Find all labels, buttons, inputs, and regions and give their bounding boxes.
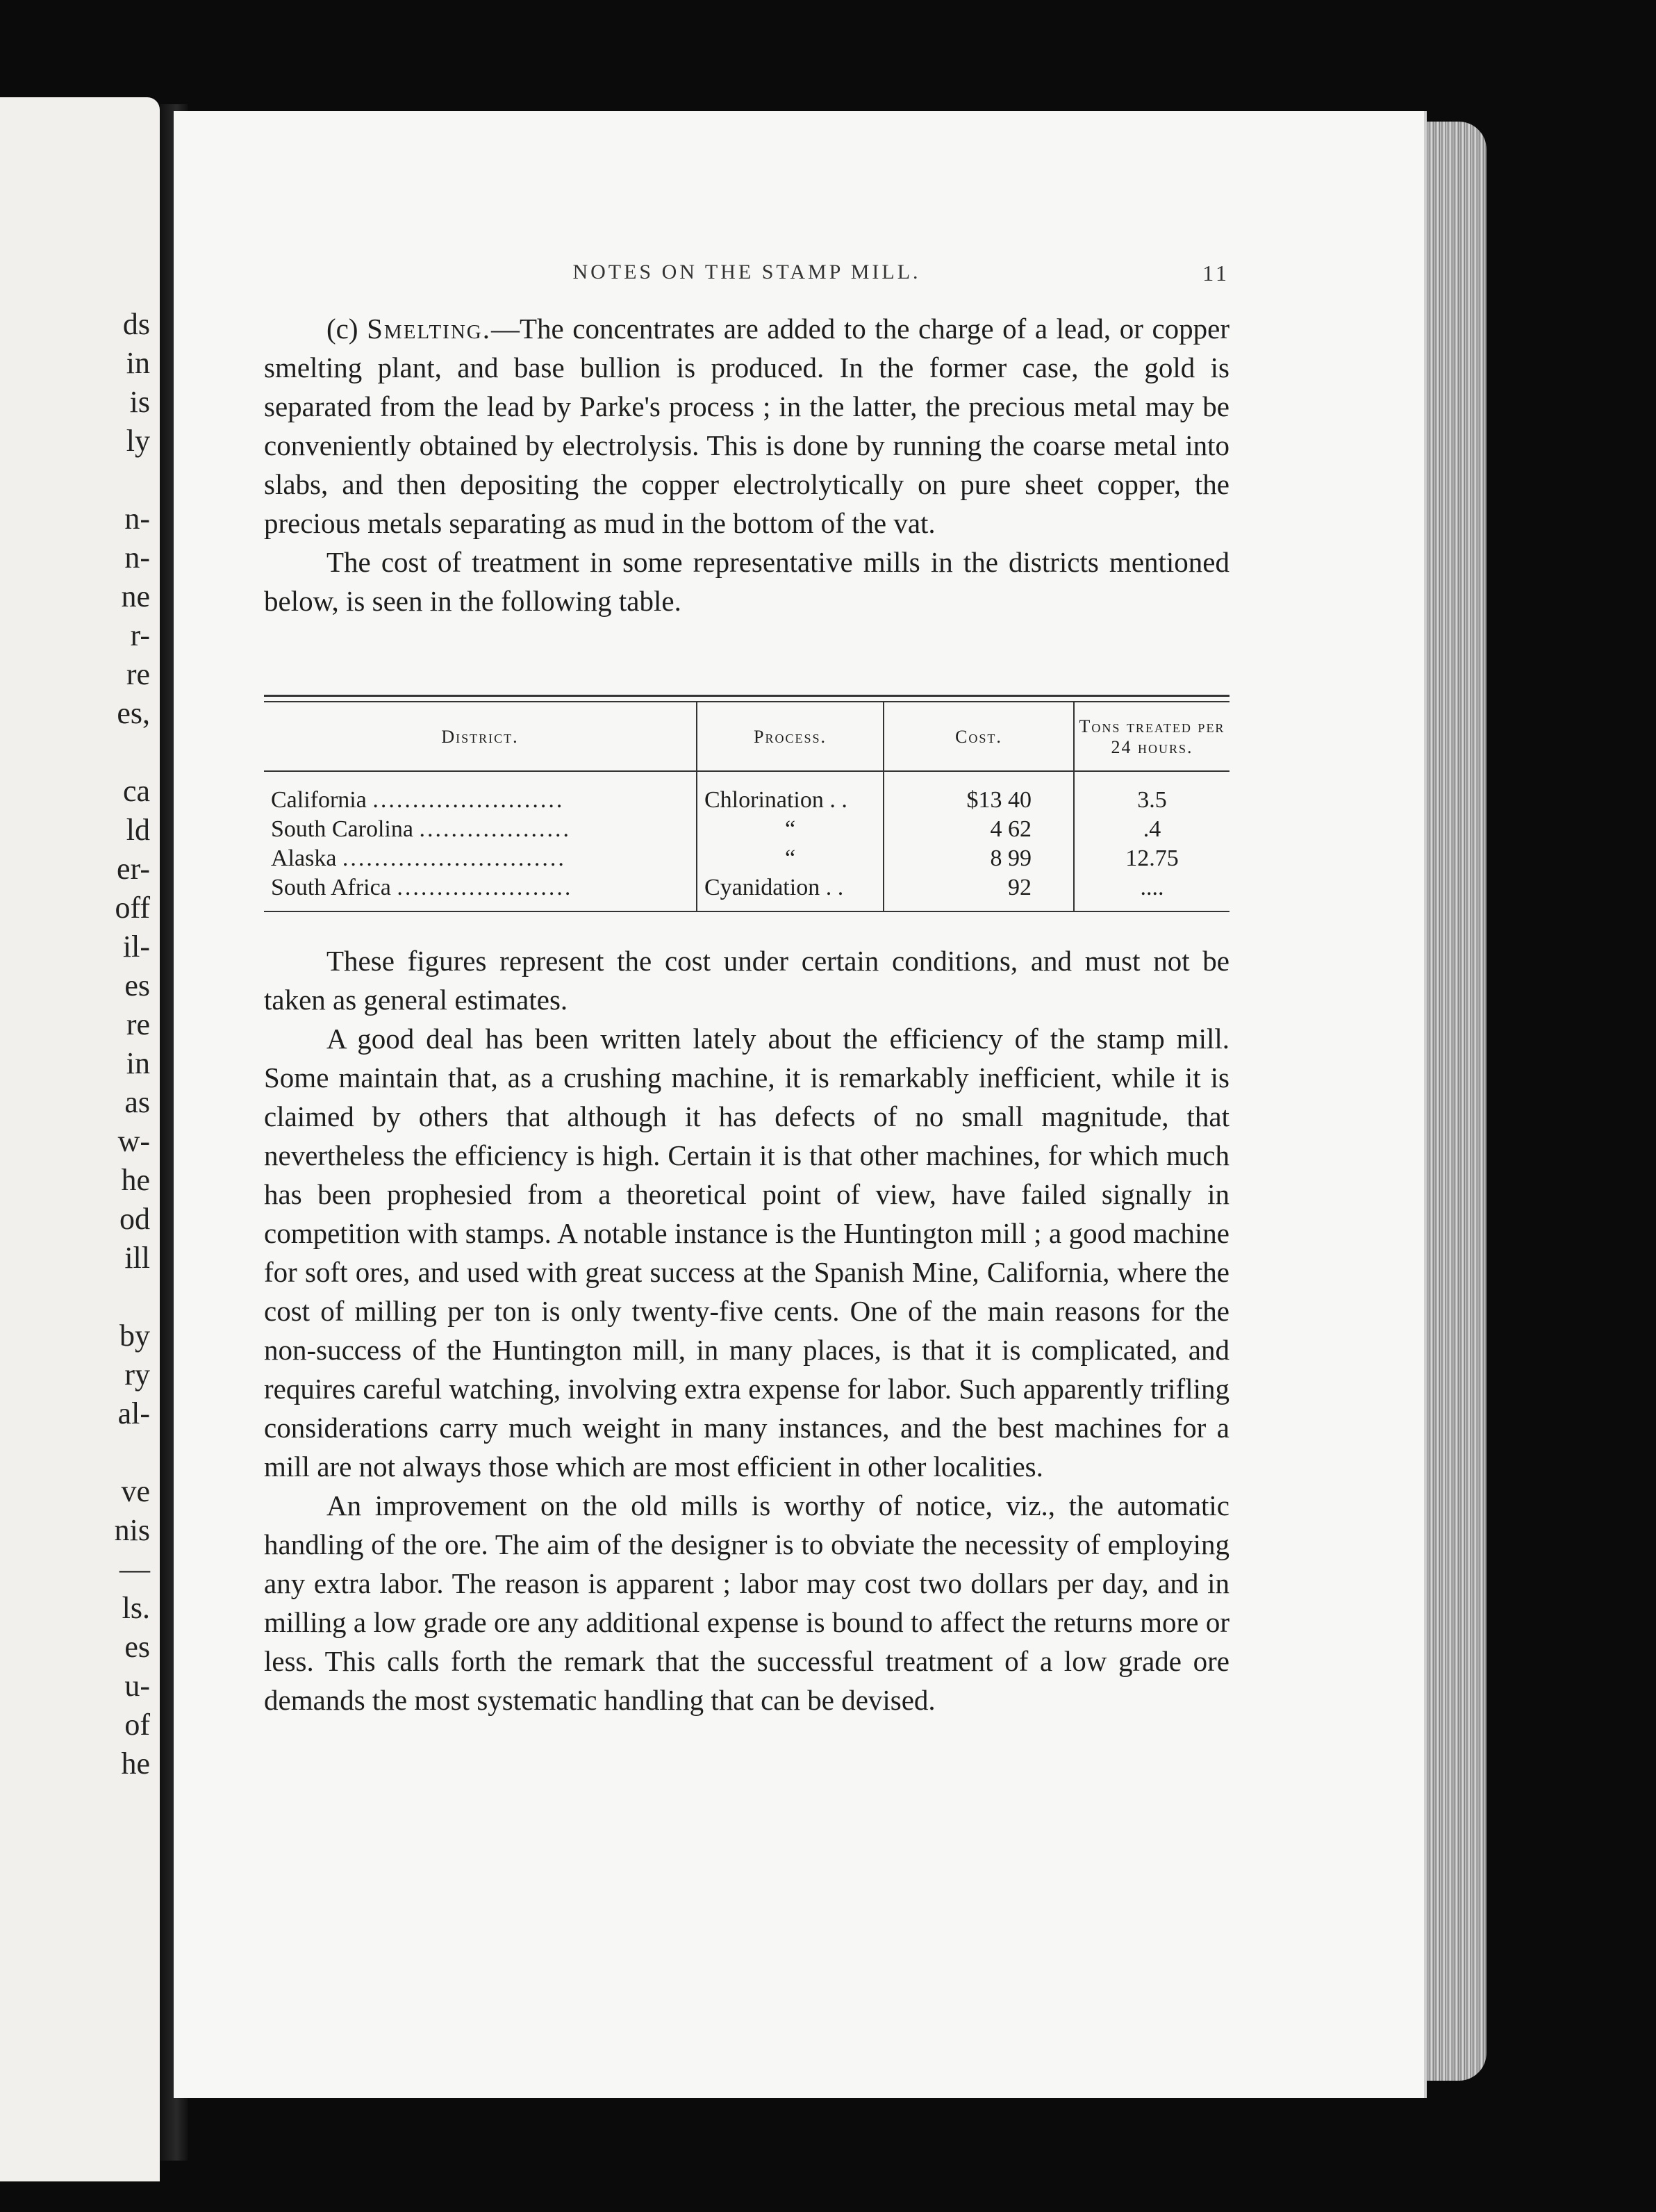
left-page-fragment: n- [124, 540, 150, 575]
header-district: District. [264, 702, 697, 771]
left-page-fragment: — [119, 1552, 150, 1586]
paragraph-smelting [264, 309, 1229, 543]
main-text [264, 941, 1229, 1719]
left-facing-page [0, 97, 160, 2181]
left-page-fragment: ne [121, 579, 150, 613]
paragraph-figures: These figures represent the cost under certain conditions, and must not be taken as general estimates. [264, 945, 1229, 1016]
left-page-fragment: w- [117, 1124, 150, 1158]
process-cell: “ [697, 844, 884, 873]
left-page-fragment: ca [122, 774, 150, 808]
paragraph-cost-intro: The cost of treatment in some representative mills in the districts mentioned below, is seen in the following table. [264, 546, 1229, 617]
left-page-fragment: ve [121, 1474, 150, 1508]
header-tons: Tons treated per 24 hours. [1074, 702, 1229, 771]
cost-table [264, 695, 1229, 912]
paragraph-efficiency: A good deal has been written lately about the efficiency of the stamp mill. Some maintain that, as a crushing machine, it is remarkably inefficient, while it is claimed by others that although it has defects of no small magnitude, that nevertheless the efficiency is high. Certain it is that other machines, for which much has been prophesied from a theoretical point of view, have failed signally in competition with stamps. A notable instance is the Huntington mill ; a good machine for soft ores, and used with great success at the Spanish Mine, California, where the cost of milling per ton is only twenty-five cents. One of the main reasons for the non-success of the Huntington mill, in many places, is that it is complicated, and requires careful watching, involving extra expense for labor. Such apparently trifling considerations carry much weight in many instances, and the best machines for a mill are not always those which are most efficient in other localities. [264, 1023, 1229, 1483]
left-page-fragment: ry [124, 1357, 150, 1392]
process-cell: “ [697, 815, 884, 844]
tons-cell: .... [1074, 873, 1229, 911]
left-page-fragment: ld [126, 813, 150, 847]
table-row [264, 815, 1229, 844]
left-page-fragment: il- [122, 930, 150, 964]
left-page-fragment: as [124, 1085, 150, 1119]
table-row [264, 771, 1229, 815]
left-page-fragment: ill [124, 1241, 150, 1275]
smelting-text: —The concentrates are added to the charge of a lead, or copper smelting plant, and base bullion is produced. In the former case, the gold is separated from the lead by Parke's process ; in the latter, the precious metal may be conveniently obtained by electrolysis. This is done by running the coarse metal into slabs, and then depositing the copper electrolytically on pure sheet copper, the precious metals separating as mud in the bottom of the vat. [264, 313, 1230, 539]
left-page-fragment: ds [122, 307, 150, 341]
left-page-fragment: r- [130, 618, 150, 652]
header-cost: Cost. [884, 702, 1074, 771]
tons-cell: .4 [1074, 815, 1229, 844]
page-number: 11 [1202, 261, 1229, 286]
table-row [264, 844, 1229, 873]
smelting-section [264, 309, 1229, 620]
district-cell: South Carolina ................... [271, 816, 571, 842]
table-bottom-rule [264, 911, 1229, 912]
left-page-fragment: nis [114, 1513, 150, 1547]
left-page-fragment: in [126, 346, 150, 380]
left-page-fragment: al- [117, 1396, 150, 1430]
left-page-fragment: es [124, 1630, 150, 1664]
paragraph-improvement: An improvement on the old mills is worthy of notice, viz., the automatic handling of the ore. The aim of the designer is to obviate the necessity of employing any extra labor. The reason is apparent ; labor may cost two dollars per day, and in milling a low grade ore any additional expense is bound to affect the returns more or less. This calls forth the remark that the successful treatment of a low grade ore demands the most systematic handling that can be devised. [264, 1489, 1229, 1716]
header-process: Process. [697, 702, 884, 771]
left-page-fragment: ly [126, 424, 150, 458]
running-head [264, 261, 1229, 295]
section-heading: Smelting. [367, 313, 491, 345]
left-page-fragment: er- [117, 852, 150, 886]
left-page-fragment: is [129, 385, 150, 419]
process-cell: Cyanidation . . [697, 873, 884, 911]
table-row [264, 873, 1229, 911]
left-page-fragment: in [126, 1046, 150, 1080]
cost-cell: $13 40 [884, 771, 1074, 815]
book-page [174, 111, 1424, 2098]
left-page-fragment: es, [117, 696, 150, 730]
left-page-fragment: od [119, 1202, 150, 1236]
left-page-fragment: es [124, 968, 150, 1002]
left-page-fragment: re [126, 1007, 150, 1041]
district-cell: South Africa ...................... [271, 875, 573, 900]
cost-cell: 4 62 [884, 815, 1074, 844]
left-page-fragment: he [121, 1163, 150, 1197]
district-cell: Alaska ............................ [271, 845, 566, 871]
district-cell: California ........................ [271, 787, 565, 813]
tons-cell: 12.75 [1074, 844, 1229, 873]
table-header-row [264, 702, 1229, 771]
left-page-fragment: u- [124, 1669, 150, 1703]
left-page-fragment: of [124, 1708, 150, 1742]
cost-cell: 92 [884, 873, 1074, 911]
process-cell: Chlorination . . [697, 771, 884, 815]
cost-cell: 8 99 [884, 844, 1074, 873]
left-page-fragment: n- [124, 502, 150, 536]
left-page-fragment: ls. [122, 1591, 150, 1625]
left-page-fragment: he [121, 1747, 150, 1781]
running-title: NOTES ON THE STAMP MILL. [572, 261, 921, 283]
section-label: (c) [326, 313, 358, 345]
tons-cell: 3.5 [1074, 771, 1229, 815]
left-page-fragment: re [126, 657, 150, 691]
left-page-fragment: by [119, 1319, 150, 1353]
left-page-fragment: off [115, 891, 150, 925]
table-top-rule [264, 695, 1229, 702]
